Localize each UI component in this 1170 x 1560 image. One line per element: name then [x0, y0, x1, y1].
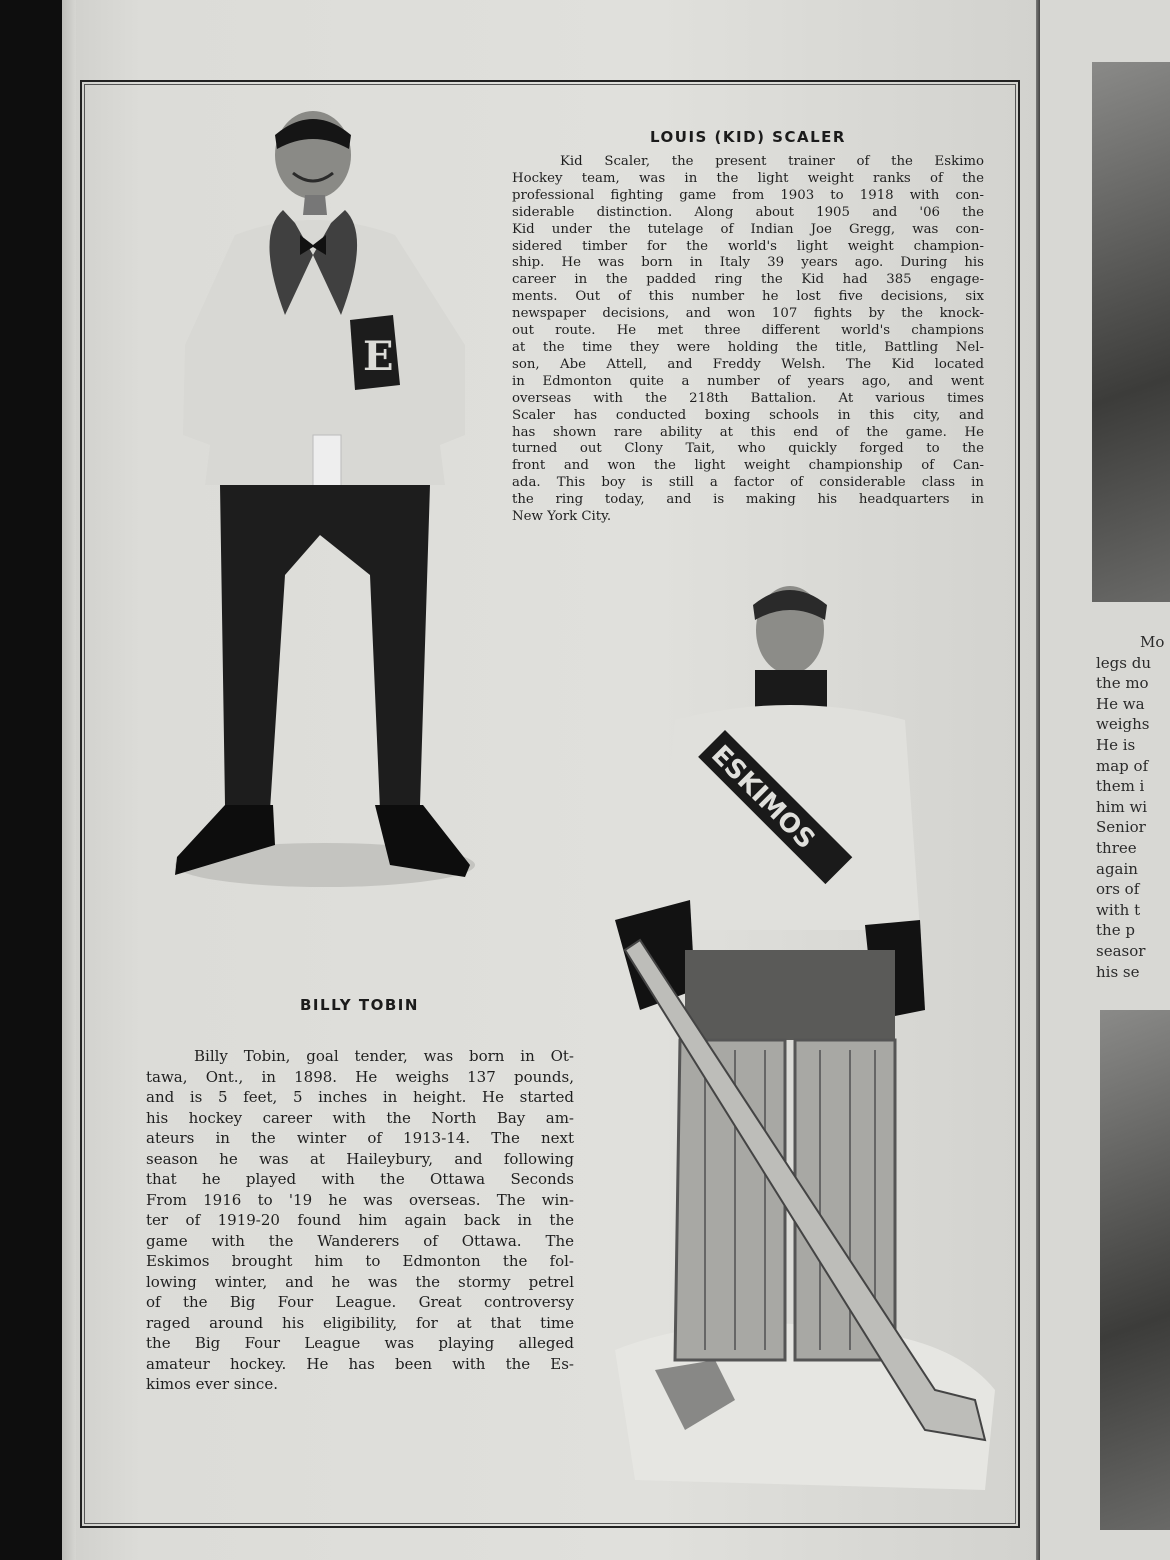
right-page-photo-top: [1092, 62, 1170, 602]
right-line: He wa: [1096, 694, 1145, 713]
right-line: He is: [1096, 735, 1136, 754]
right-line: ors of: [1096, 880, 1140, 899]
tobin-line: his hockey career with the North Bay am-: [146, 1108, 574, 1127]
right-line: three: [1096, 838, 1137, 857]
right-line: seasor: [1096, 941, 1146, 960]
photo-louis-scaler: [165, 105, 485, 890]
tobin-line: lowing winter, and he was the stormy petrel: [146, 1272, 574, 1291]
right-page-text: [1096, 632, 1164, 982]
tobin-line: From 1916 to '19 he was overseas. The win-: [146, 1190, 574, 1209]
right-line: with t: [1096, 900, 1141, 919]
right-line: him wi: [1096, 797, 1148, 816]
scaler-line: Scaler has conducted boxing schools in this city, and: [512, 407, 984, 423]
tobin-line: and is 5 feet, 5 inches in height. He started: [146, 1088, 574, 1106]
right-line: the mo: [1096, 674, 1149, 693]
scaler-line: ments. Out of this number he lost five decisions, six: [512, 289, 984, 305]
scaler-line: has shown rare ability at this end of the game. He: [512, 424, 984, 440]
right-line: again: [1096, 859, 1138, 878]
scaler-line: career in the padded ring the Kid had 385 engage-: [512, 272, 984, 288]
tobin-title: BILLY TOBIN: [300, 996, 419, 1014]
tobin-line: that he played with the Ottawa Seconds: [146, 1170, 574, 1188]
tobin-sweater-text: ESKIMOS: [705, 739, 821, 856]
right-page-photo-bottom: [1100, 1010, 1170, 1530]
right-page: [1040, 0, 1170, 1560]
right-line: the p: [1096, 921, 1135, 940]
scaler-line: turned out Clony Tait, who quickly forged to the: [512, 441, 984, 457]
scaler-line: overseas with the 218th Battalion. At various times: [512, 390, 984, 406]
right-line: map of: [1096, 756, 1149, 775]
tobin-line: game with the Wanderers of Ottawa. The: [146, 1231, 574, 1250]
scaler-line: in Edmonton quite a number of years ago, and went: [512, 373, 984, 389]
right-line: weighs: [1096, 715, 1150, 734]
scaler-line: son, Abe Attell, and Freddy Welsh. The Kid located: [512, 356, 984, 372]
right-line: legs du: [1096, 653, 1152, 672]
tobin-body: [146, 1046, 574, 1395]
tobin-line: of the Big Four League. Great controversy: [146, 1293, 574, 1311]
right-line: his se: [1096, 962, 1140, 981]
tobin-line: ateurs in the winter of 1913-14. The next: [146, 1129, 574, 1147]
scaler-line: New York City.: [512, 509, 612, 525]
photo-billy-tobin: [595, 570, 1015, 1500]
tobin-line: ter of 1919-20 found him again back in the: [146, 1211, 574, 1229]
scaler-line: ada. This boy is still a factor of considerable class in: [512, 475, 984, 491]
tobin-line: amateur hockey. He has been with the Es-: [146, 1354, 574, 1373]
tobin-line: raged around his eligibility, for at that time: [146, 1313, 574, 1332]
scaler-line: Kid under the tutelage of Indian Joe Gregg, was con-: [512, 221, 984, 237]
right-line: them i: [1096, 777, 1145, 796]
scaler-title: LOUIS (KID) SCALER: [650, 128, 846, 146]
scaler-line: out route. He met three different world's champions: [512, 323, 984, 339]
tobin-line: tawa, Ont., in 1898. He weighs 137 pounds,: [146, 1067, 574, 1086]
tobin-line: season he was at Haileybury, and following: [146, 1149, 574, 1168]
scaler-line: Kid Scaler, the present trainer of the Eskimo: [560, 154, 984, 169]
scaler-line: sidered timber for the world's light weight champion-: [512, 238, 984, 254]
scaler-sweater-letter: E: [363, 333, 394, 380]
right-line: Senior: [1096, 818, 1146, 837]
scaler-line: the ring today, and is making his headquarters in: [512, 492, 984, 508]
scaler-line: front and won the light weight championship of Can-: [512, 458, 984, 474]
scaler-line: professional fighting game from 1903 to 1918 with con-: [512, 187, 984, 203]
scaler-line: Hockey team, was in the light weight ranks of the: [512, 170, 984, 186]
tobin-line: Billy Tobin, goal tender, was born in Ot-: [194, 1047, 574, 1065]
page-edge: [62, 0, 76, 1560]
tobin-line: Eskimos brought him to Edmonton the fol-: [146, 1252, 574, 1270]
scaler-line: at the time they were holding the title, Battling Nel-: [512, 339, 984, 355]
scaler-line: newspaper decisions, and won 107 fights by the knock-: [512, 306, 984, 322]
scaler-body: [512, 154, 984, 526]
scaler-line: siderable distinction. Along about 1905 and '06 the: [512, 204, 984, 220]
tobin-line: kimos ever since.: [146, 1375, 278, 1393]
scaler-line: ship. He was born in Italy 39 years ago. During his: [512, 255, 984, 271]
tobin-line: the Big Four League was playing alleged: [146, 1334, 574, 1352]
right-line: Mo: [1140, 633, 1165, 651]
